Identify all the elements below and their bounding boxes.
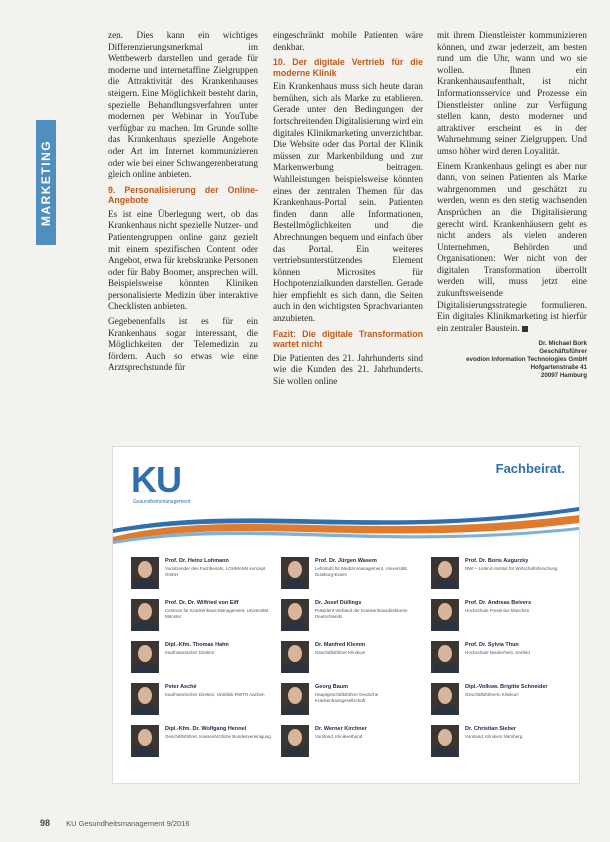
board-member <box>281 725 426 761</box>
member-name: Dipl.-Volksw. Brigitte Schneider <box>465 684 548 690</box>
board-member <box>281 683 426 719</box>
member-name: Prof. Dr. Andreas Beivers <box>465 600 532 606</box>
member-photo <box>431 599 459 631</box>
advisory-board-ad <box>112 446 580 784</box>
board-member <box>281 599 426 635</box>
member-photo <box>281 557 309 589</box>
member-name: Dipl.-Kfm. Thomas Hahn <box>165 642 229 648</box>
member-photo <box>131 683 159 715</box>
paragraph: Ein Krankenhaus muss sich heute daran bemühen, sich als Marke zu etablieren. Gerade unter den Bedingungen der fortschreitenden Digitalisierung wird ein digitales Klinikmarketing unverzichtbar. Die Website oder das Portal der Klinik müssen zur Markenbildung und zur Markenwerbung beitragen. Wahlleistungen beispielsweise könnten eines der zentralen Themen für das Krankenhaus-Portal sein. Patienten finden dann alle Informationen, Bestellmöglichkeiten und die Abrechnungen bequem und einfach über das Portal. Ein weiteres vertriebsunterstützendes Element können Microsites für Hochpotenzialkunden darstellen. Gerade hier empfiehlt es sich dann, die Seiten auch in den wichtigsten Sprachvarianten anzubieten. <box>273 81 423 324</box>
member-role: Geschäftsführer Klinikum <box>315 650 366 655</box>
paragraph: Die Patienten des 21. Jahrhunderts sind wie die Kunden des 21. Jahrhunderts. Sie wollen online <box>273 352 423 386</box>
heading-9: 9. Personalisierung der Online-Angebote <box>108 184 258 206</box>
member-role: Vorsitzender des Fachbeirats, LOHMANN konzept GmbH <box>165 566 266 577</box>
member-role: Lehrstuhl für Medizinmanagement, Universität Duisburg-Essen <box>315 566 407 577</box>
board-member <box>281 641 426 677</box>
member-role: Hauptgeschäftsführer Deutsche Krankenhausgesellschaft <box>315 692 379 703</box>
member-photo <box>281 725 309 757</box>
member-role: Kaufmännischer Direktor, Uniklinik RWTH Aachen <box>165 692 265 697</box>
member-role: Hochschule Fresenius München <box>465 608 530 613</box>
wave-decoration <box>113 497 579 547</box>
member-photo <box>131 599 159 631</box>
section-label: MARKETING <box>39 139 54 226</box>
board-member <box>131 725 276 761</box>
member-role: Geschäftsführerin Klinikum <box>465 692 519 697</box>
board-member <box>431 725 576 761</box>
paragraph: Gegebenenfalls ist es für ein Krankenhaus sogar interessant, die Möglichkeiten der Telemedizin zu fördern. Auch so etwas wie eine Arztsprechstunde für <box>108 316 258 373</box>
member-photo <box>431 683 459 715</box>
board-member <box>431 557 576 593</box>
member-name: Prof. Dr. Sylvia Thun <box>465 642 519 648</box>
board-member <box>281 557 426 593</box>
paragraph: zen. Dies kann ein wichtiges Differenzierungsmerkmal im Wettbewerb darstellen und gerade für moderne und internetaffine Zielgruppen die Attraktivität des Krankenhauses steigern. Eine Möglichkeit besteht darin, spezielle Behandlungsverfahren unter modernen per Webinar in YouTube verfügbar zu machen. Im Grunde sollte das Krankenhaus spezielle Angebote oder Art im Internet kommunizieren oder wie bei einer Schwangerenberatung gleich online anbieten. <box>108 30 258 180</box>
member-photo <box>431 641 459 673</box>
member-role: Vorstand, Klinikum Nürnberg <box>465 734 523 739</box>
member-photo <box>431 557 459 589</box>
member-name: Dr. Manfred Klemm <box>315 642 366 648</box>
member-name: Prof. Dr. Boris Augurzky <box>465 558 529 564</box>
board-member <box>131 641 276 677</box>
member-role: Geschäftsführer, Kassenärztliche Bundesvereinigung <box>165 734 271 739</box>
board-member <box>131 683 276 719</box>
member-role: Kaufmännischer Direktor <box>165 650 215 655</box>
member-role: Präsident Verband der Krankenhausdirektoren Deutschlands <box>315 608 408 619</box>
member-name: Dr. Christian Sieber <box>465 726 517 732</box>
text-column-1 <box>108 30 258 377</box>
member-name: Georg Baum <box>315 684 349 690</box>
member-name: Peter Asché <box>165 684 197 690</box>
member-role: RWI – Leibniz-Institut für Wirtschaftsforschung <box>465 566 558 571</box>
member-photo <box>131 641 159 673</box>
board-member <box>131 599 276 635</box>
text-column-2 <box>273 30 423 390</box>
board-title: Fachbeirat. <box>495 461 565 476</box>
page-footer <box>40 818 190 828</box>
ku-logo-subtitle: Gesundheitsmanagement <box>133 499 191 505</box>
member-photo <box>281 683 309 715</box>
page-number: 98 <box>40 818 51 828</box>
member-role: Vorstand, Klinikverbund <box>315 734 363 739</box>
paragraph: Es ist eine Überlegung wert, ob das Krankenhaus nicht spezielle Nutzer- und Patientengruppen online ganz gezielt mit einem spezifischen Content oder Angebot, etwa für krebskranke Personen oder für Baby Boomer, ansprechen will. Beispielsweise könnten Kliniken personalisierte Medizin über interaktive Checklisten anbieten. <box>108 208 258 312</box>
ku-logo: KU <box>131 459 181 500</box>
paragraph: mit ihrem Dienstleister kommunizieren können, und zwar jederzeit, am besten rund um die Uhr, wann und wo sie wollen. Ihnen ein Krankenhausaufenthalt, ist nicht Informationsservice und Prozesse ein Dienstleister online zur Verfügung stellen kann, desto moderner und attraktiver erscheint es in der Wahrnehmung seiner Zielgruppen. Und umso höher wird deren Loyalität. <box>437 30 587 156</box>
member-photo <box>431 725 459 757</box>
member-role: Centrum für Krankenhaus-Management, Universität Münster <box>165 608 269 619</box>
heading-10: 10. Der digitale Vertrieb für die moderne Klinik <box>273 57 423 78</box>
member-name: Prof. Dr. Dr. Wilfried von Eiff <box>165 600 239 606</box>
board-member <box>431 683 576 719</box>
paragraph: eingeschränkt mobile Patienten wäre denkbar. <box>273 30 423 52</box>
member-photo <box>281 599 309 631</box>
member-name: Prof. Dr. Heinz Lohmann <box>165 558 229 564</box>
text-column-3 <box>437 30 587 380</box>
paragraph: Einem Krankenhaus gelingt es aber nur dann, von seinen Patienten als Marke wahrgenommen und geschätzt zu werden, wenn es den stetig wachsenden Ansprüchen an die Digitalisierung gerecht wird. Krankenhäusern geht es nicht anders als vielen anderen Unternehmen, Behörden und Organisationen: Wer nicht von der digitalen Transformation überrollt werden will, muss jetzt eine zukunftsweisende Digitalisierungsstrategie formulieren. Ein digitales Klinikmarketing ist hierfür ein zentraler Baustein. <box>437 160 587 333</box>
author-signature: Dr. Michael Bork Geschäftsführer evodion Information Technologies GmbH Hofgartenstraße 41 20097 Hamburg <box>466 340 587 380</box>
journal-name: KU Gesundheitsmanagement 9/2016 <box>66 819 190 828</box>
member-photo <box>131 557 159 589</box>
end-mark-icon <box>522 326 528 332</box>
board-member <box>131 557 276 593</box>
member-photo <box>131 725 159 757</box>
member-name: Prof. Dr. Jürgen Wasem <box>315 558 377 564</box>
board-member <box>431 641 576 677</box>
member-photo <box>281 641 309 673</box>
member-name: Dipl.-Kfm. Dr. Wolfgang Hennel <box>165 726 247 732</box>
board-member <box>431 599 576 635</box>
heading-fazit: Fazit: Die digitale Transformation wartet nicht <box>273 328 423 350</box>
member-role: Hochschule Niederrhein, Krefeld <box>465 650 530 655</box>
member-name: Dr. Josef Düllings <box>315 600 362 606</box>
member-name: Dr. Werner Kirchner <box>315 726 367 732</box>
